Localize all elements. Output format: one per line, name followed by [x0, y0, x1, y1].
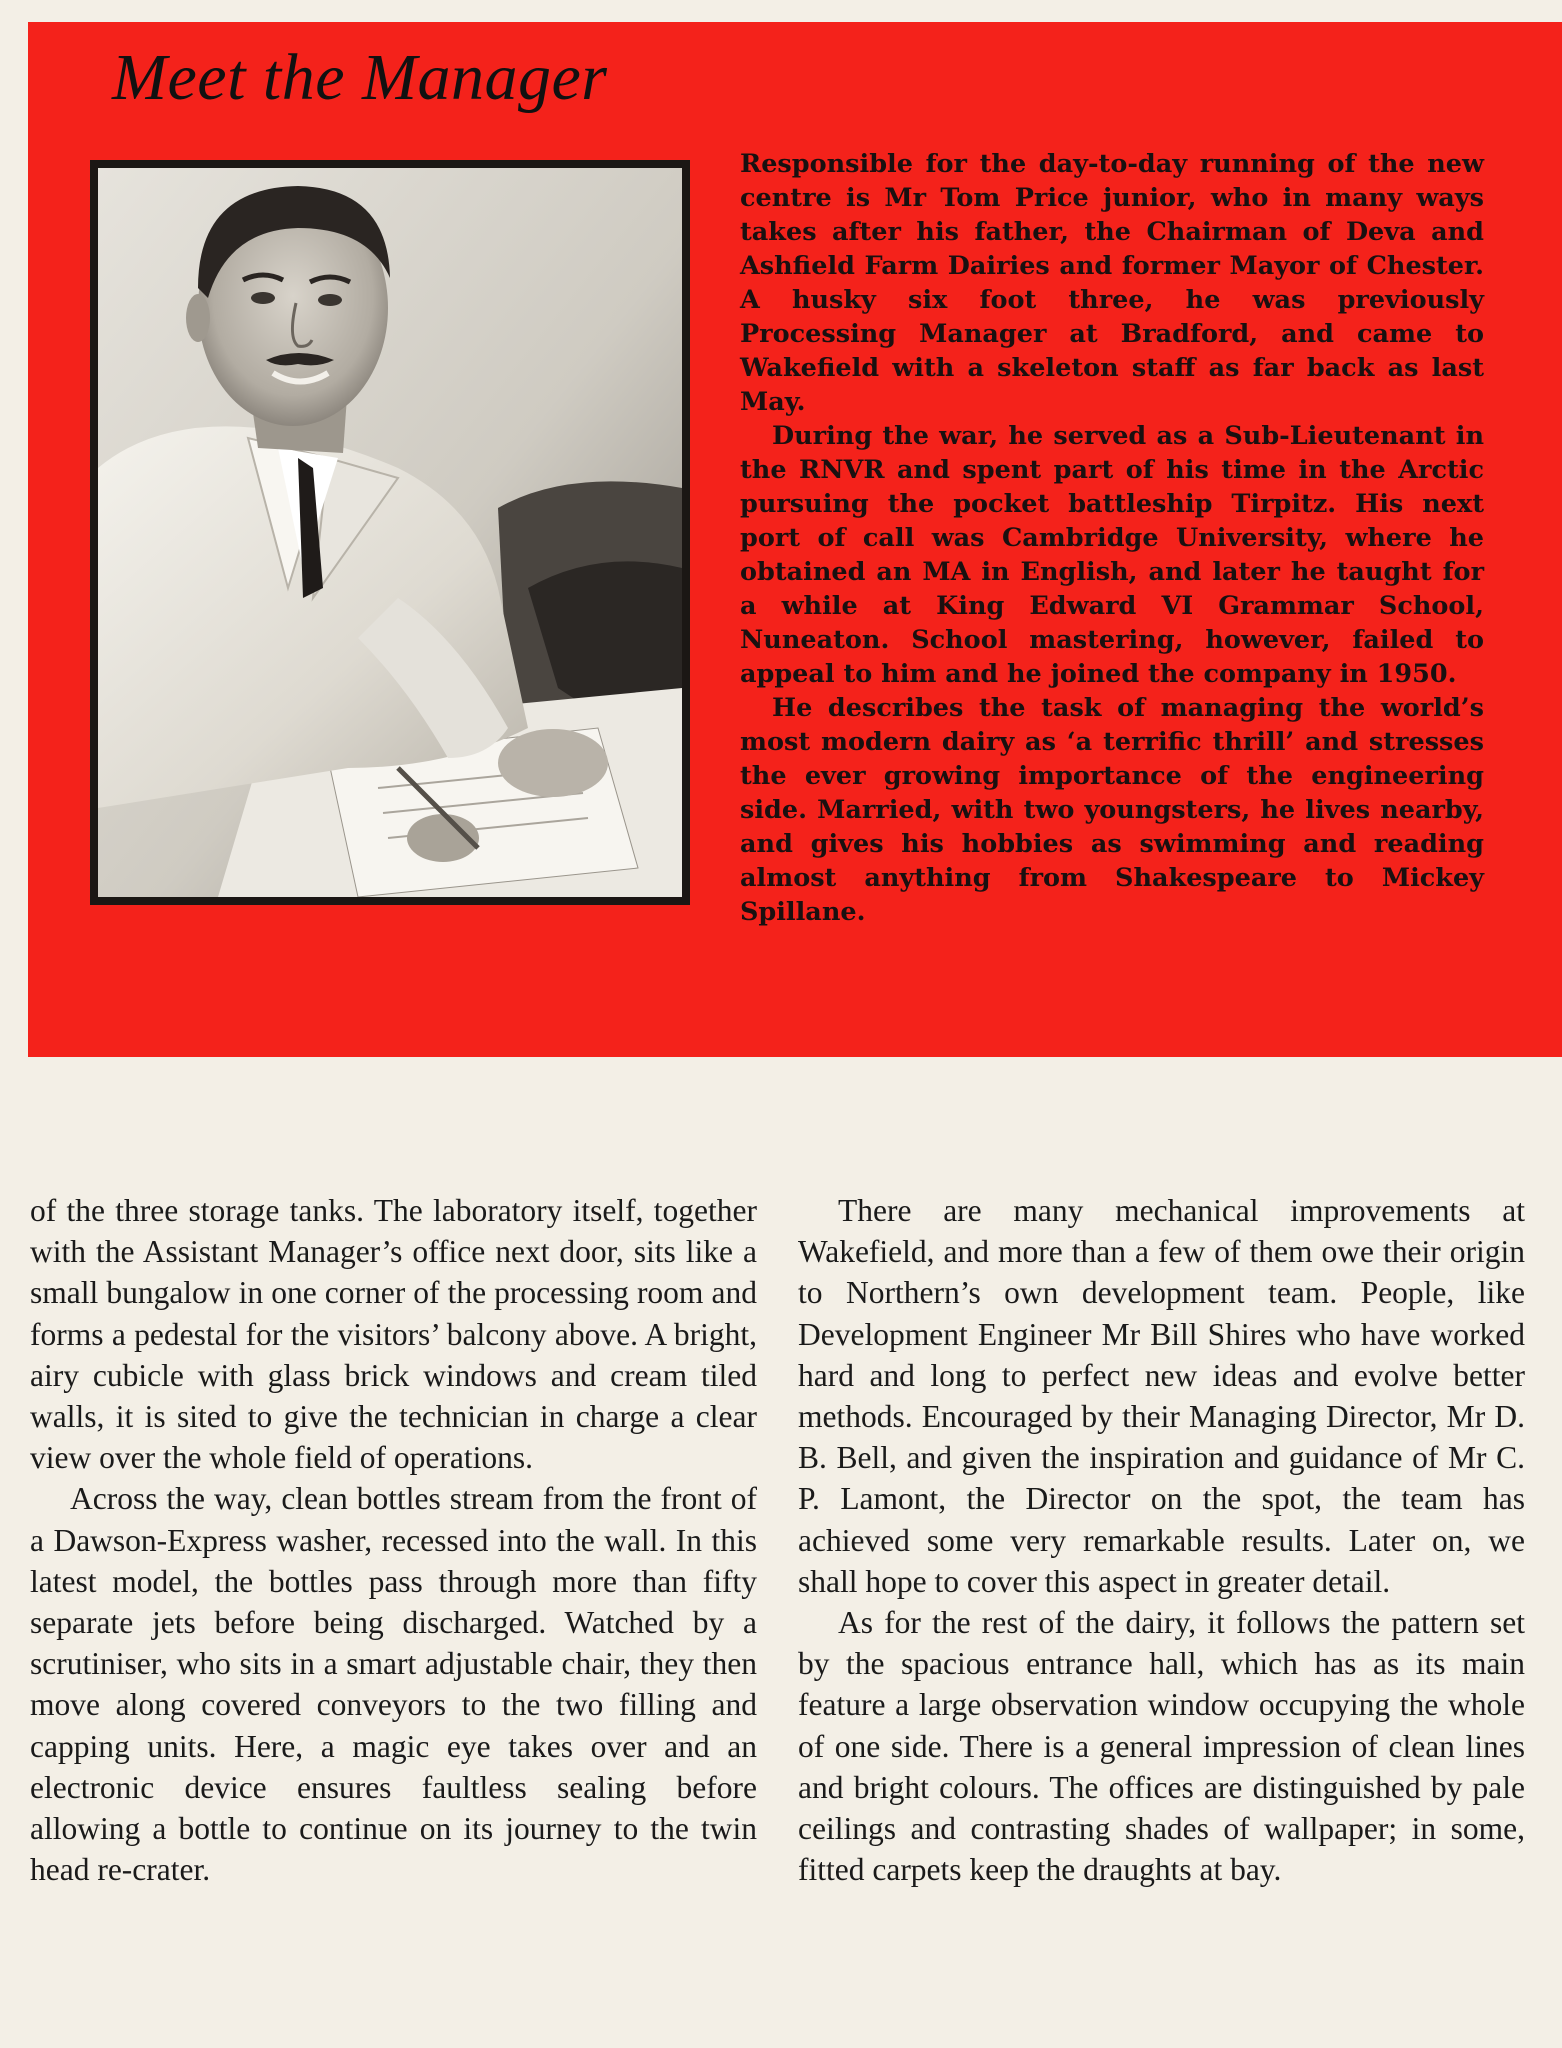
article-left-paragraph-1: of the three storage tanks. The laboratory itself, together with the Assistant Manager’s office next door, sits like a small bungalow in one corner of the processing room and forms a pedestal for the visitors’ balcony above. A bright, airy cubicle with glass brick windows and cream tiled walls, it is sited to give the technician in charge a clear view over the whole field of operations. [30, 1193, 757, 1476]
sidebar-title: Meet the Manager [112, 41, 608, 114]
manager-photo [98, 168, 682, 897]
sidebar-paragraph-3: He describes the task of managing the world’s most modern dairy as ‘a terrific thrill’ and stresses the ever growing importance of the engineering side. Married, with two youngsters, he lives nearby, and gives his hobbies as swimming and reading almost anything from Shakespeare to Mickey Spillane. [740, 693, 1484, 927]
manager-photo-frame [90, 160, 690, 905]
article-right-paragraph-1: There are many mechanical improvements at Wakefield, and more than a few of them owe their origin to Northern’s own development team. People, like Development Engineer Mr Bill Shires who have worked hard and long to perfect new ideas and evolve better methods. Encouraged by their Managing Director, Mr D. B. Bell, and given the inspiration and guidance of Mr C. P. Lamont, the Director on the spot, the team has achieved some very remarkable results. Later on, we shall hope to cover this aspect in greater detail. [798, 1193, 1525, 1599]
sidebar-paragraph-2: During the war, he served as a Sub-Lieutenant in the RNVR and spent part of his time in the Arctic pursuing the pocket battleship Tirpitz. His next port of call was Cambridge University, where he obtained an MA in English, and later he taught for a while at King Edward VI Grammar School, Nuneaton. School mastering, however, failed to appeal to him and he joined the company in 1950. [740, 421, 1484, 689]
article-right-paragraph-2: As for the rest of the dairy, it follows the pattern set by the spacious entrance hall, which has as its main feature a large observation window occupying the whole of one side. There is a general impression of clean lines and bright colours. The offices are distinguished by pale ceilings and contrasting shades of wallpaper; in some, fitted carpets keep the draughts at bay. [798, 1605, 1525, 1888]
article-left-paragraph-2: Across the way, clean bottles stream from the front of a Dawson-Express washer, recessed into the wall. In this latest model, the bottles pass through more than fifty separate jets before being discharged. Watched by a scrutiniser, who sits in a smart adjustable chair, they then move along covered conveyors to the two filling and capping units. Here, a magic eye takes over and an electronic device ensures faultless sealing before allowing a bottle to continue on its journey to the twin head re-crater. [30, 1481, 757, 1888]
article-left-column [30, 1190, 757, 1890]
sidebar-paragraph-1: Responsible for the day-to-day running of the new centre is Mr Tom Price junior, who in many ways takes after his father, the Chairman of Deva and Ashfield Farm Dairies and former Mayor of Chester. A husky six foot three, he was previously Processing Manager at Bradford, and came to Wakefield with a skeleton staff as far back as last May. [740, 149, 1484, 417]
sidebar-body [740, 147, 1484, 929]
article-right-column [798, 1190, 1525, 1890]
